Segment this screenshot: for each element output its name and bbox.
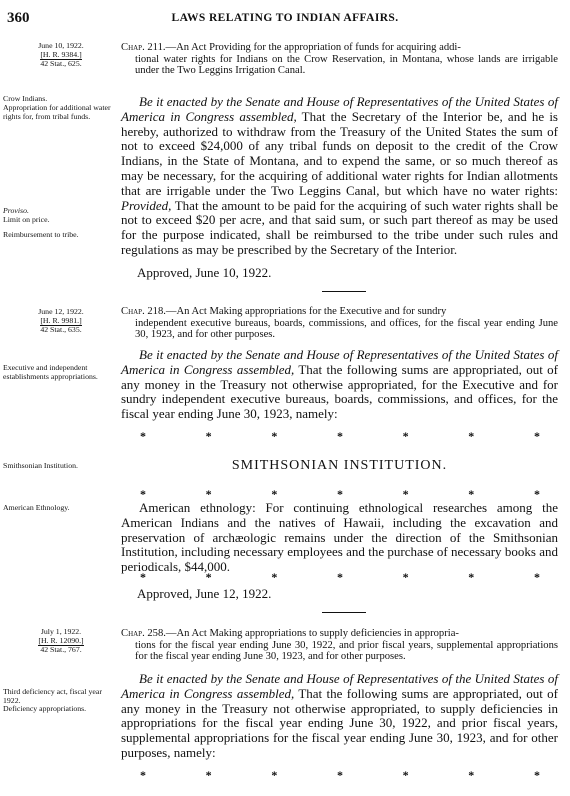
act1-stat: 42 Stat., 625.	[40, 59, 82, 69]
act1-title-2: tional water rights for Indians on the Crow Reservation, in Montana, whose lands are irrigable under the Two Leggins Irrigation Canal.	[135, 53, 558, 77]
act2-body-a: That the following sums are appropriated, out of any money in the Treasury not otherwise appropriated, for the Executive and for sundry independent executive bureaus, boards, commissions, and offices, for the fiscal year ending June 30, 1923, namely:	[121, 361, 558, 422]
act1-margin-limit: Limit on price.	[3, 215, 50, 224]
smithsonian-margin: Smithsonian Institution.	[3, 461, 78, 470]
act1-bill: [H. R. 9384.]	[40, 49, 82, 59]
act2-approved: Approved, June 12, 1922.	[137, 586, 272, 601]
act3-body-a: That the following sums are appropriated, out of any money in the Treasury not otherwise appropriated, to supply deficiencies in appropriations for the fiscal year ending June 30, 1922, and prior fiscal years, supplemental appropriations for the fiscal year ending June 30, 1923, and for other purposes, namely:	[121, 685, 558, 760]
act3-chapter-title	[121, 628, 558, 663]
ethnology-margin: American Ethnology.	[3, 503, 70, 512]
act3-chapter-lead: Chap. 258.	[121, 628, 166, 639]
act1-body-a: That the Secretary of the Interior be, and he is hereby, authorized to withdraw from the Treasury of the United States the sum of not to exceed $24,000 of any tribal funds on deposit to the credit of the Crow Indians, in the State of Montana, and to expend the same, or so much thereof as may be necessary, for the acquiring of additional water rights for Indian allotments that are irrigable under the Two Leggins Canal, but which have no water rights:	[121, 108, 558, 198]
act1-margin-crow: Crow Indians.	[3, 94, 48, 103]
ellipsis-stars: * * * * * * *	[140, 487, 540, 501]
act2-bill: [H. R. 9981.]	[40, 315, 82, 325]
act1-margin-appropriation: Appropriation for additional water rights for, from tribal funds.	[3, 103, 111, 121]
act2-stat: 42 Stat., 635.	[40, 325, 82, 335]
section-divider	[322, 291, 366, 292]
act1-citation	[3, 42, 119, 69]
act2-title-1: —An Act Making appropriations for the Executive and for sundry	[165, 306, 447, 317]
act2-body	[121, 348, 558, 422]
page-number: 360	[7, 10, 30, 26]
act3-title-2: tions for the fiscal year ending June 30, 1922, and prior fiscal years, supplemental appropriations for the fiscal year ending June 30, 1923, and for other purposes.	[135, 639, 558, 663]
act3-margin-third-deficiency: Third deficiency act, fiscal year 1922.	[3, 687, 102, 705]
section-heading: SMITHSONIAN INSTITUTION.	[231, 458, 448, 473]
act2-enacting-clause: Be it enacted by the Senate and House of Representatives of the United States of America in Congress assembled,	[121, 347, 558, 377]
ellipsis-stars: * * * * * * *	[140, 429, 540, 443]
section-divider	[322, 612, 366, 613]
act1-margin-proviso: Proviso.	[3, 206, 29, 215]
act2-margin-executive: Executive and independent establishments appropriations.	[3, 363, 98, 381]
act1-body-b: That the amount to be paid for the acquiring of such water rights shall be not to exceed $20 per acre, and that said sum, or such part thereof as may be used for the purpose indicated, shall be reimbursed to the tribe under such rules and regulations as may be prescribed by the Secretary of the Interior.	[121, 197, 558, 257]
act3-body	[121, 672, 558, 761]
act3-bill: [H. R. 12090.]	[38, 635, 84, 645]
act1-chapter-lead: Chap. 211.	[121, 42, 166, 53]
act3-title-1: —An Act Making appropriations to supply deficiencies in appropria-	[165, 628, 459, 639]
act2-citation	[3, 308, 119, 335]
act1-approved: Approved, June 10, 1922.	[137, 265, 272, 280]
act2-chapter-title	[121, 306, 558, 341]
ellipsis-stars: * * * * * * *	[140, 768, 540, 782]
act1-enacting-clause: Be it enacted by the Senate and House of Representatives of the United States of America in Congress assembled,	[121, 94, 558, 124]
act1-margin-reimbursement: Reimbursement to tribe.	[3, 230, 79, 239]
act2-title-2: independent executive bureaus, boards, commissions, and offices, for the fiscal year ending June 30, 1923, and for other purposes.	[135, 317, 558, 341]
act2-date: June 12, 1922.	[38, 307, 84, 316]
act1-proviso-word: Provided,	[121, 197, 172, 213]
act1-date: June 10, 1922.	[38, 41, 84, 50]
act3-margin-deficiency: Deficiency appropriations.	[3, 704, 87, 713]
act1-body	[121, 95, 558, 258]
ethnology-paragraph: American ethnology: For continuing ethnological researches among the American Indians and the natives of Hawaii, including the excavation and preservation of archæologic remains under the direction of the Smithsonian Institution, including necessary employees and the purchase of necessary books and periodicals, $44,000.	[121, 500, 558, 575]
act3-stat: 42 Stat., 767.	[40, 645, 82, 655]
running-head: LAWS RELATING TO INDIAN AFFAIRS.	[171, 12, 399, 24]
act2-chapter-lead: Chap. 218.	[121, 306, 166, 317]
act3-date: July 1, 1922.	[40, 627, 82, 636]
act3-enacting-clause: Be it enacted by the Senate and House of Representatives of the United States of America in Congress assembled,	[121, 671, 558, 701]
ellipsis-stars: * * * * * * *	[140, 570, 540, 584]
act1-title-1: —An Act Providing for the appropriation of funds for acquiring addi-	[165, 42, 461, 53]
act1-chapter-title	[121, 42, 558, 77]
act3-citation	[3, 628, 119, 655]
